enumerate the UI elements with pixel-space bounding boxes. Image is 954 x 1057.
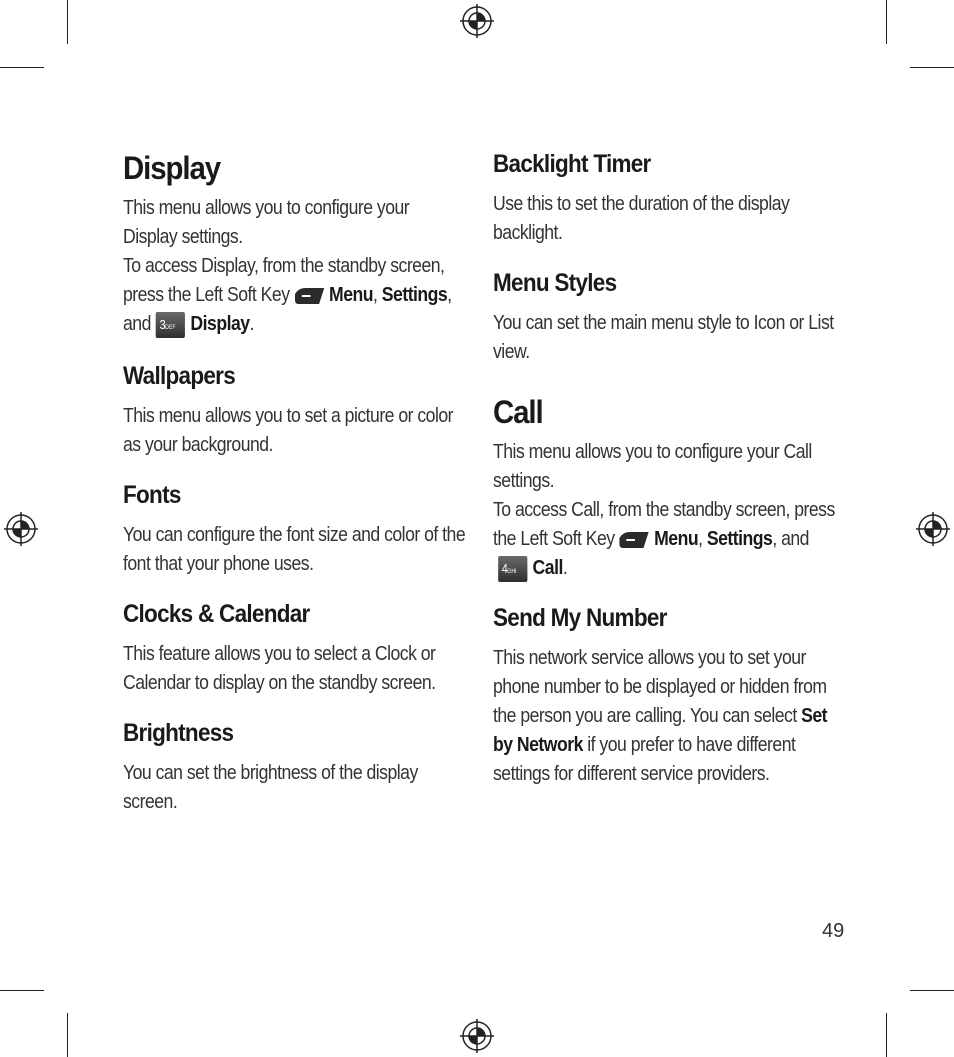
call-section	[493, 394, 838, 582]
soft-key-icon	[293, 286, 326, 306]
fonts-text: You can configure the font size and color of the font that your phone uses.	[123, 523, 466, 575]
period: .	[249, 312, 254, 335]
registration-mark-icon	[916, 512, 950, 546]
key-3-def-icon	[156, 312, 185, 338]
brightness-section	[123, 719, 468, 816]
crop-mark	[910, 990, 954, 991]
menu-styles-section	[493, 269, 838, 366]
crop-mark	[67, 1013, 68, 1057]
send-number-heading: Send My Number	[493, 604, 667, 632]
backlight-section	[493, 150, 838, 247]
display-target-label: Display	[190, 312, 250, 335]
key-digit: 4	[501, 560, 508, 576]
fonts-section	[123, 481, 468, 578]
and-text: , and	[772, 527, 809, 550]
call-intro: This menu allows you to configure your Call settings.	[493, 440, 812, 492]
registration-mark-icon	[460, 4, 494, 38]
crop-mark	[910, 67, 954, 68]
settings-label: Settings	[381, 283, 448, 306]
call-heading: Call	[493, 394, 543, 430]
set-by-network-label: Set by Network	[493, 704, 828, 756]
clocks-text: This feature allows you to select a Clock or Calendar to display on the standby screen.	[123, 642, 436, 694]
crop-mark	[886, 1013, 887, 1057]
left-column	[123, 150, 468, 838]
display-access	[123, 251, 467, 338]
key-4-ghi-icon	[498, 556, 527, 582]
comma: ,	[373, 283, 378, 306]
display-heading: Display	[123, 150, 221, 186]
menu-label: Menu	[654, 527, 699, 550]
brightness-text: You can set the brightness of the display screen.	[123, 761, 418, 813]
comma: ,	[698, 527, 703, 550]
key-letters: DEF	[165, 324, 176, 331]
crop-mark	[67, 0, 68, 44]
crop-mark	[0, 990, 44, 991]
menu-styles-heading: Menu Styles	[493, 269, 617, 297]
backlight-text: Use this to set the duration of the display backlight.	[493, 192, 790, 244]
clocks-section	[123, 600, 468, 697]
wallpapers-section	[123, 362, 468, 459]
send-number-text	[493, 643, 837, 788]
registration-mark-icon	[4, 512, 38, 546]
menu-styles-text: You can set the main menu style to Icon or List view.	[493, 311, 834, 363]
display-section	[123, 150, 468, 338]
call-access-text: To access Call, from the standby screen, press the Left Soft Key	[493, 498, 835, 550]
page-number: 49	[822, 920, 845, 942]
period: .	[562, 556, 568, 579]
display-access-text: To access Display, from the standby screen, press the Left Soft Key	[123, 254, 445, 306]
settings-label: Settings	[706, 527, 773, 550]
send-number-text-before: This network service allows you to set your phone number to be displayed or hidden from the person you are calling. You can select	[493, 646, 827, 727]
call-target-label: Call	[532, 556, 563, 579]
right-column	[493, 150, 838, 810]
clocks-heading: Clocks & Calendar	[123, 600, 310, 628]
crop-mark	[886, 0, 887, 44]
soft-key-icon	[618, 530, 651, 550]
brightness-heading: Brightness	[123, 719, 234, 747]
and-text: , and	[123, 283, 452, 335]
key-letters: GHI	[507, 568, 517, 575]
fonts-heading: Fonts	[123, 481, 181, 509]
key-digit: 3	[159, 316, 166, 332]
backlight-heading: Backlight Timer	[493, 150, 651, 178]
registration-mark-icon	[460, 1019, 494, 1053]
send-number-text-after: if you prefer to have different settings for different service providers.	[493, 733, 796, 785]
call-access	[493, 495, 837, 582]
wallpapers-heading: Wallpapers	[123, 362, 236, 390]
menu-label: Menu	[329, 283, 374, 306]
crop-mark	[0, 67, 44, 68]
wallpapers-text: This menu allows you to set a picture or color as your background.	[123, 404, 454, 456]
display-intro: This menu allows you to configure your Display settings.	[123, 196, 410, 248]
send-number-section	[493, 604, 838, 788]
